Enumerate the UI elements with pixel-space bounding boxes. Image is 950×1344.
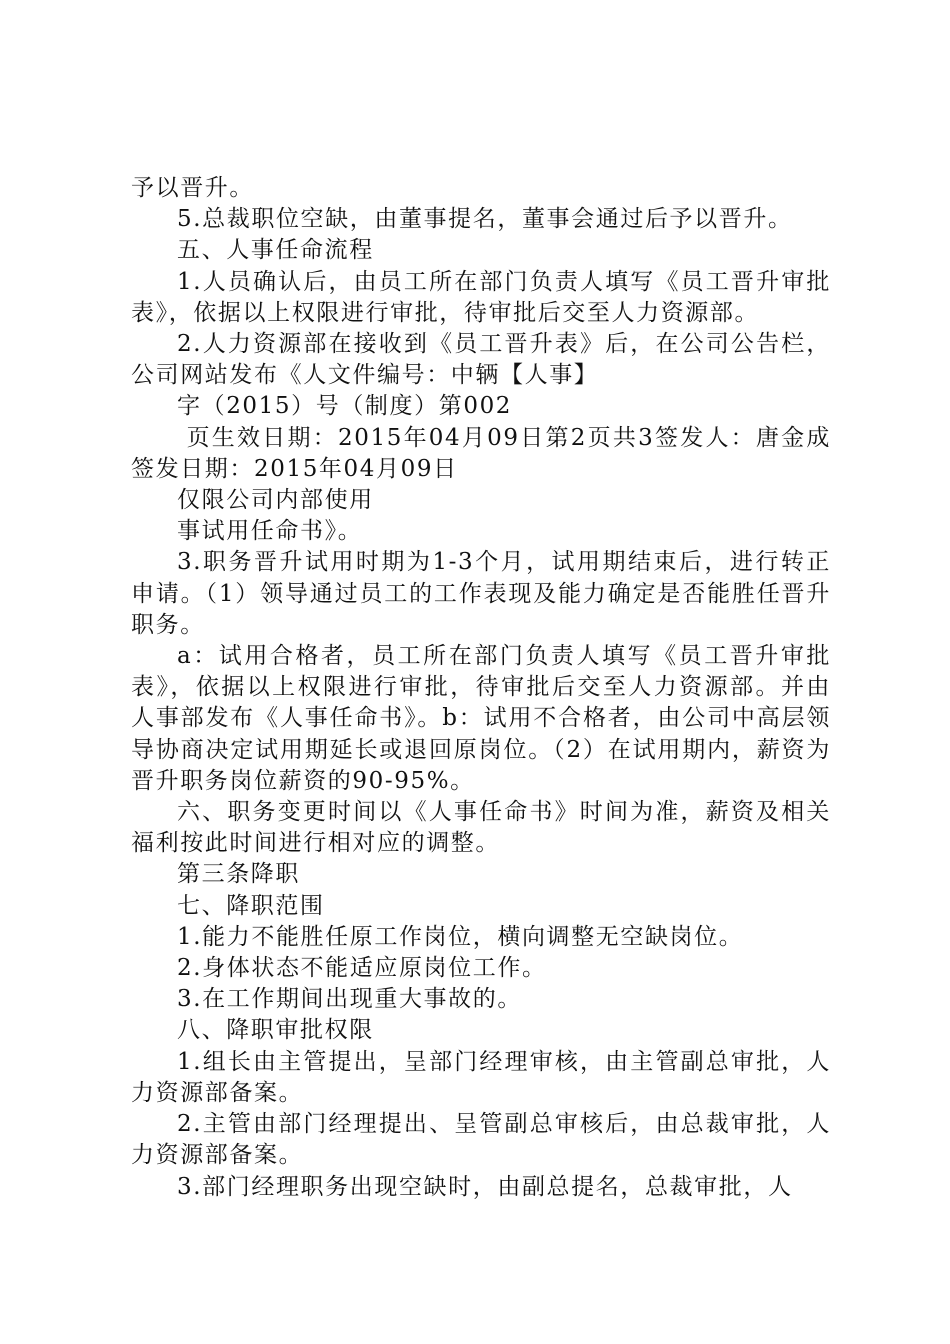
document-body (131, 173, 831, 1203)
paragraph: 六、职务变更时间以《人事任命书》时间为准，薪资及相关福利按此时间进行相对应的调整。 (131, 799, 831, 857)
list-item: 3.在工作期间出现重大事故的。 (177, 986, 522, 1013)
list-item: 1.组长由主管提出，呈部门经理审核，由主管副总审批，人力资源部备案。 (131, 1048, 831, 1106)
section-heading: 七、降职范围 (177, 892, 325, 919)
list-item: 2.主管由部门经理提出、呈管副总审核后，由总裁审批，人力资源部备案。 (131, 1111, 831, 1169)
effective-date-line: 页生效日期：2015年04月09日第2页共3签发人：唐金成签发日期：2015年04月09日 (131, 424, 831, 482)
paragraph: 3.职务晋升试用时期为1-3个月，试用期结束后，进行转正申请。（1）领导通过员工的工作表现及能力确定是否能胜任晋升职务。 (131, 549, 831, 638)
paragraph: 1.人员确认后，由员工所在部门负责人填写《员工晋升审批表》，依据以上权限进行审批，待审批后交至人力资源部。 (131, 268, 831, 326)
section-heading: 五、人事任命流程 (177, 237, 374, 264)
paragraph: a：试用合格者，员工所在部门负责人填写《员工晋升审批表》，依据以上权限进行审批，待审批后交至人力资源部。并由人事部发布《人事任命书》。b：试用不合格者，由公司中高层领导协商决定试用期延长或退回原岗位。（2）在试用期内，薪资为晋升职务岗位薪资的90-95%。 (131, 643, 831, 794)
article-heading: 第三条降职 (177, 861, 300, 888)
paragraph: 2.人力资源部在接收到《员工晋升表》后，在公司公告栏，公司网站发布《人文件编号：中辆【人事】 (131, 331, 831, 389)
document-number-line: 字（2015）号（制度）第002 (177, 393, 513, 420)
paragraph: 予以晋升。 (131, 175, 254, 201)
section-heading: 八、降职审批权限 (177, 1017, 374, 1044)
list-item: 3.部门经理职务出现空缺时，由副总提名，总裁审批，人 (177, 1173, 793, 1200)
internal-use-notice: 仅限公司内部使用 (177, 487, 374, 514)
paragraph: 5.总裁职位空缺，由董事提名，董事会通过后予以晋升。 (177, 206, 793, 233)
list-item: 1.能力不能胜任原工作岗位，横向调整无空缺岗位。 (177, 923, 744, 950)
paragraph: 事试用任命书》。 (177, 518, 363, 545)
list-item: 2.身体状态不能适应原岗位工作。 (177, 955, 547, 982)
